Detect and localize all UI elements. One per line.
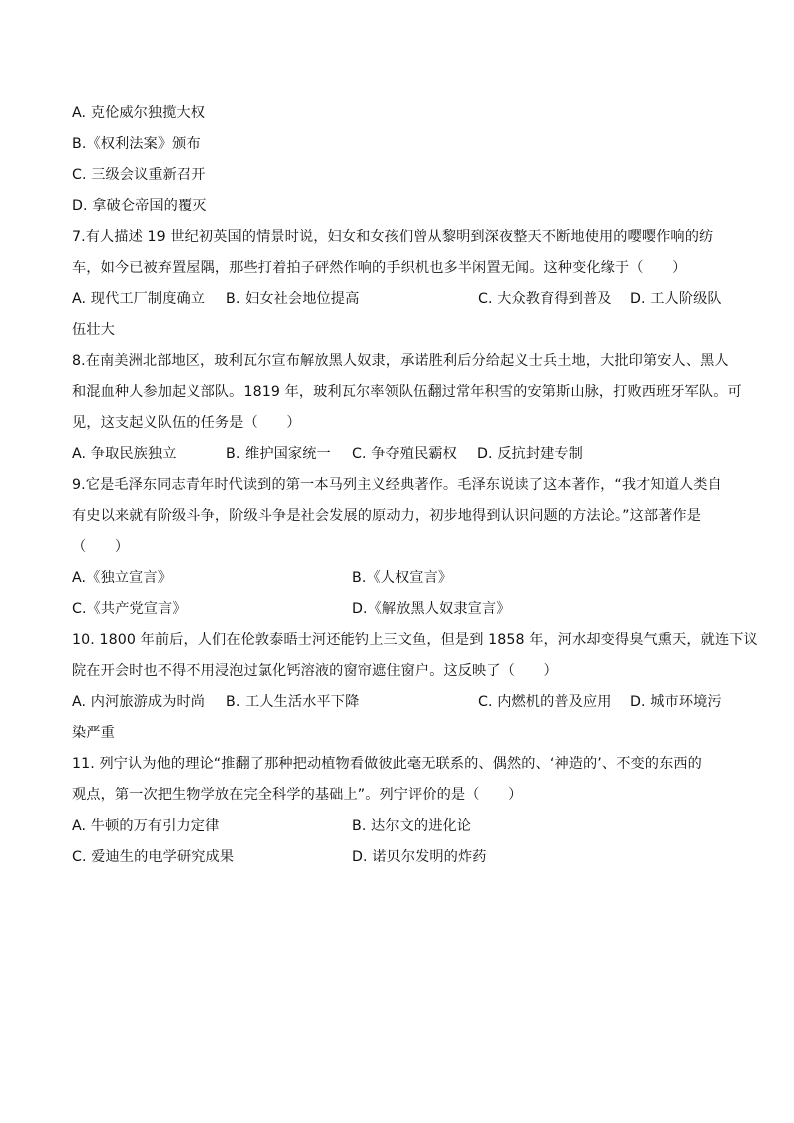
q10-stem-line2: 院在开会时也不得不用浸泡过氯化钙溶液的窗帘遮住窗户。这反映了（ ） (72, 663, 558, 679)
q7-stem-line2: 车，如今已被弃置屋隅，那些打着拍子砰然作响的手织机也多半闲置无闻。这种变化缘于（ ） (72, 260, 687, 276)
q7-option-d-continued: 伍壮大 (72, 322, 115, 338)
q11-option-b: B. 达尔文的进化论 (352, 818, 472, 834)
q7-option-a: A. 现代工厂制度确立 (72, 291, 206, 307)
q8-option-b: B. 维护国家统一 (226, 446, 331, 462)
q11-stem-line1: 11. 列宁认为他的理论“推翻了那种把动植物看做彼此毫无联系的、偶然的、‘神造的’、不变的东西的 (72, 756, 702, 772)
q8-stem-line1: 8.在南美洲北部地区，玻利瓦尔宣布解放黑人奴隶，承诺胜利后分给起义士兵土地，大批印第安人、黑人 (72, 353, 729, 369)
q9-option-c: C.《共产党宣言》 (72, 601, 187, 617)
q10-option-d: D. 城市环境污 (630, 694, 722, 710)
q6-option-c: C. 三级会议重新召开 (72, 167, 206, 183)
q9-stem-line1: 9.它是毛泽东同志青年时代读到的第一本马列主义经典著作。毛泽东说读了这本著作，“我才知道人类自 (72, 477, 722, 493)
q7-option-b: B. 妇女社会地位提高 (226, 291, 360, 307)
q6-option-b: B.《权利法案》颁布 (72, 136, 201, 152)
q7-stem-line1: 7.有人描述 19 世纪初英国的情景时说，妇女和女孩们曾从黎明到深夜整天不断地使用的嘤嘤作响的纺 (72, 229, 714, 245)
q6-option-d: D. 拿破仑帝国的覆灭 (72, 198, 207, 214)
q11-option-d: D. 诺贝尔发明的炸药 (352, 849, 487, 865)
q10-option-a: A. 内河旅游成为时尚 (72, 694, 206, 710)
q10-stem-line1: 10. 1800 年前后，人们在伦敦泰晤士河还能钓上三文鱼，但是到 1858 年，河水却变得臭气熏天，就连下议 (72, 632, 758, 648)
q9-stem-line2: 有史以来就有阶级斗争，阶级斗争是社会发展的原动力，初步地得到认识问题的方法论。”这部著作是 (72, 508, 702, 524)
q11-stem-line2: 观点，第一次把生物学放在完全科学的基础上”。列宁评价的是（ ） (72, 787, 523, 803)
q10-option-d-continued: 染严重 (72, 725, 115, 741)
q7-option-c: C. 大众教育得到普及 (478, 291, 612, 307)
q9-option-a: A.《独立宣言》 (72, 570, 172, 586)
q6-option-a: A. 克伦威尔独揽大权 (72, 105, 206, 121)
q7-option-d: D. 工人阶级队 (630, 291, 722, 307)
q11-option-c: C. 爱迪生的电学研究成果 (72, 849, 235, 865)
q9-option-d: D.《解放黑人奴隶宣言》 (352, 601, 511, 617)
q9-option-b: B.《人权宣言》 (352, 570, 453, 586)
q8-stem-line2: 和混血种人参加起义部队。1819 年，玻利瓦尔率领队伍翻过常年积雪的安第斯山脉，打败西班牙军队。可 (72, 384, 742, 400)
q8-option-c: C. 争夺殖民霸权 (352, 446, 457, 462)
q10-option-c: C. 内燃机的普及应用 (478, 694, 612, 710)
q9-stem-line3: （ ） (72, 539, 130, 555)
q8-option-d: D. 反抗封建专制 (477, 446, 583, 462)
q11-option-a: A. 牛顿的万有引力定律 (72, 818, 220, 834)
q10-option-b: B. 工人生活水平下降 (226, 694, 360, 710)
q8-option-a: A. 争取民族独立 (72, 446, 177, 462)
q8-stem-line3: 见，这支起义队伍的任务是（ ） (72, 415, 301, 431)
